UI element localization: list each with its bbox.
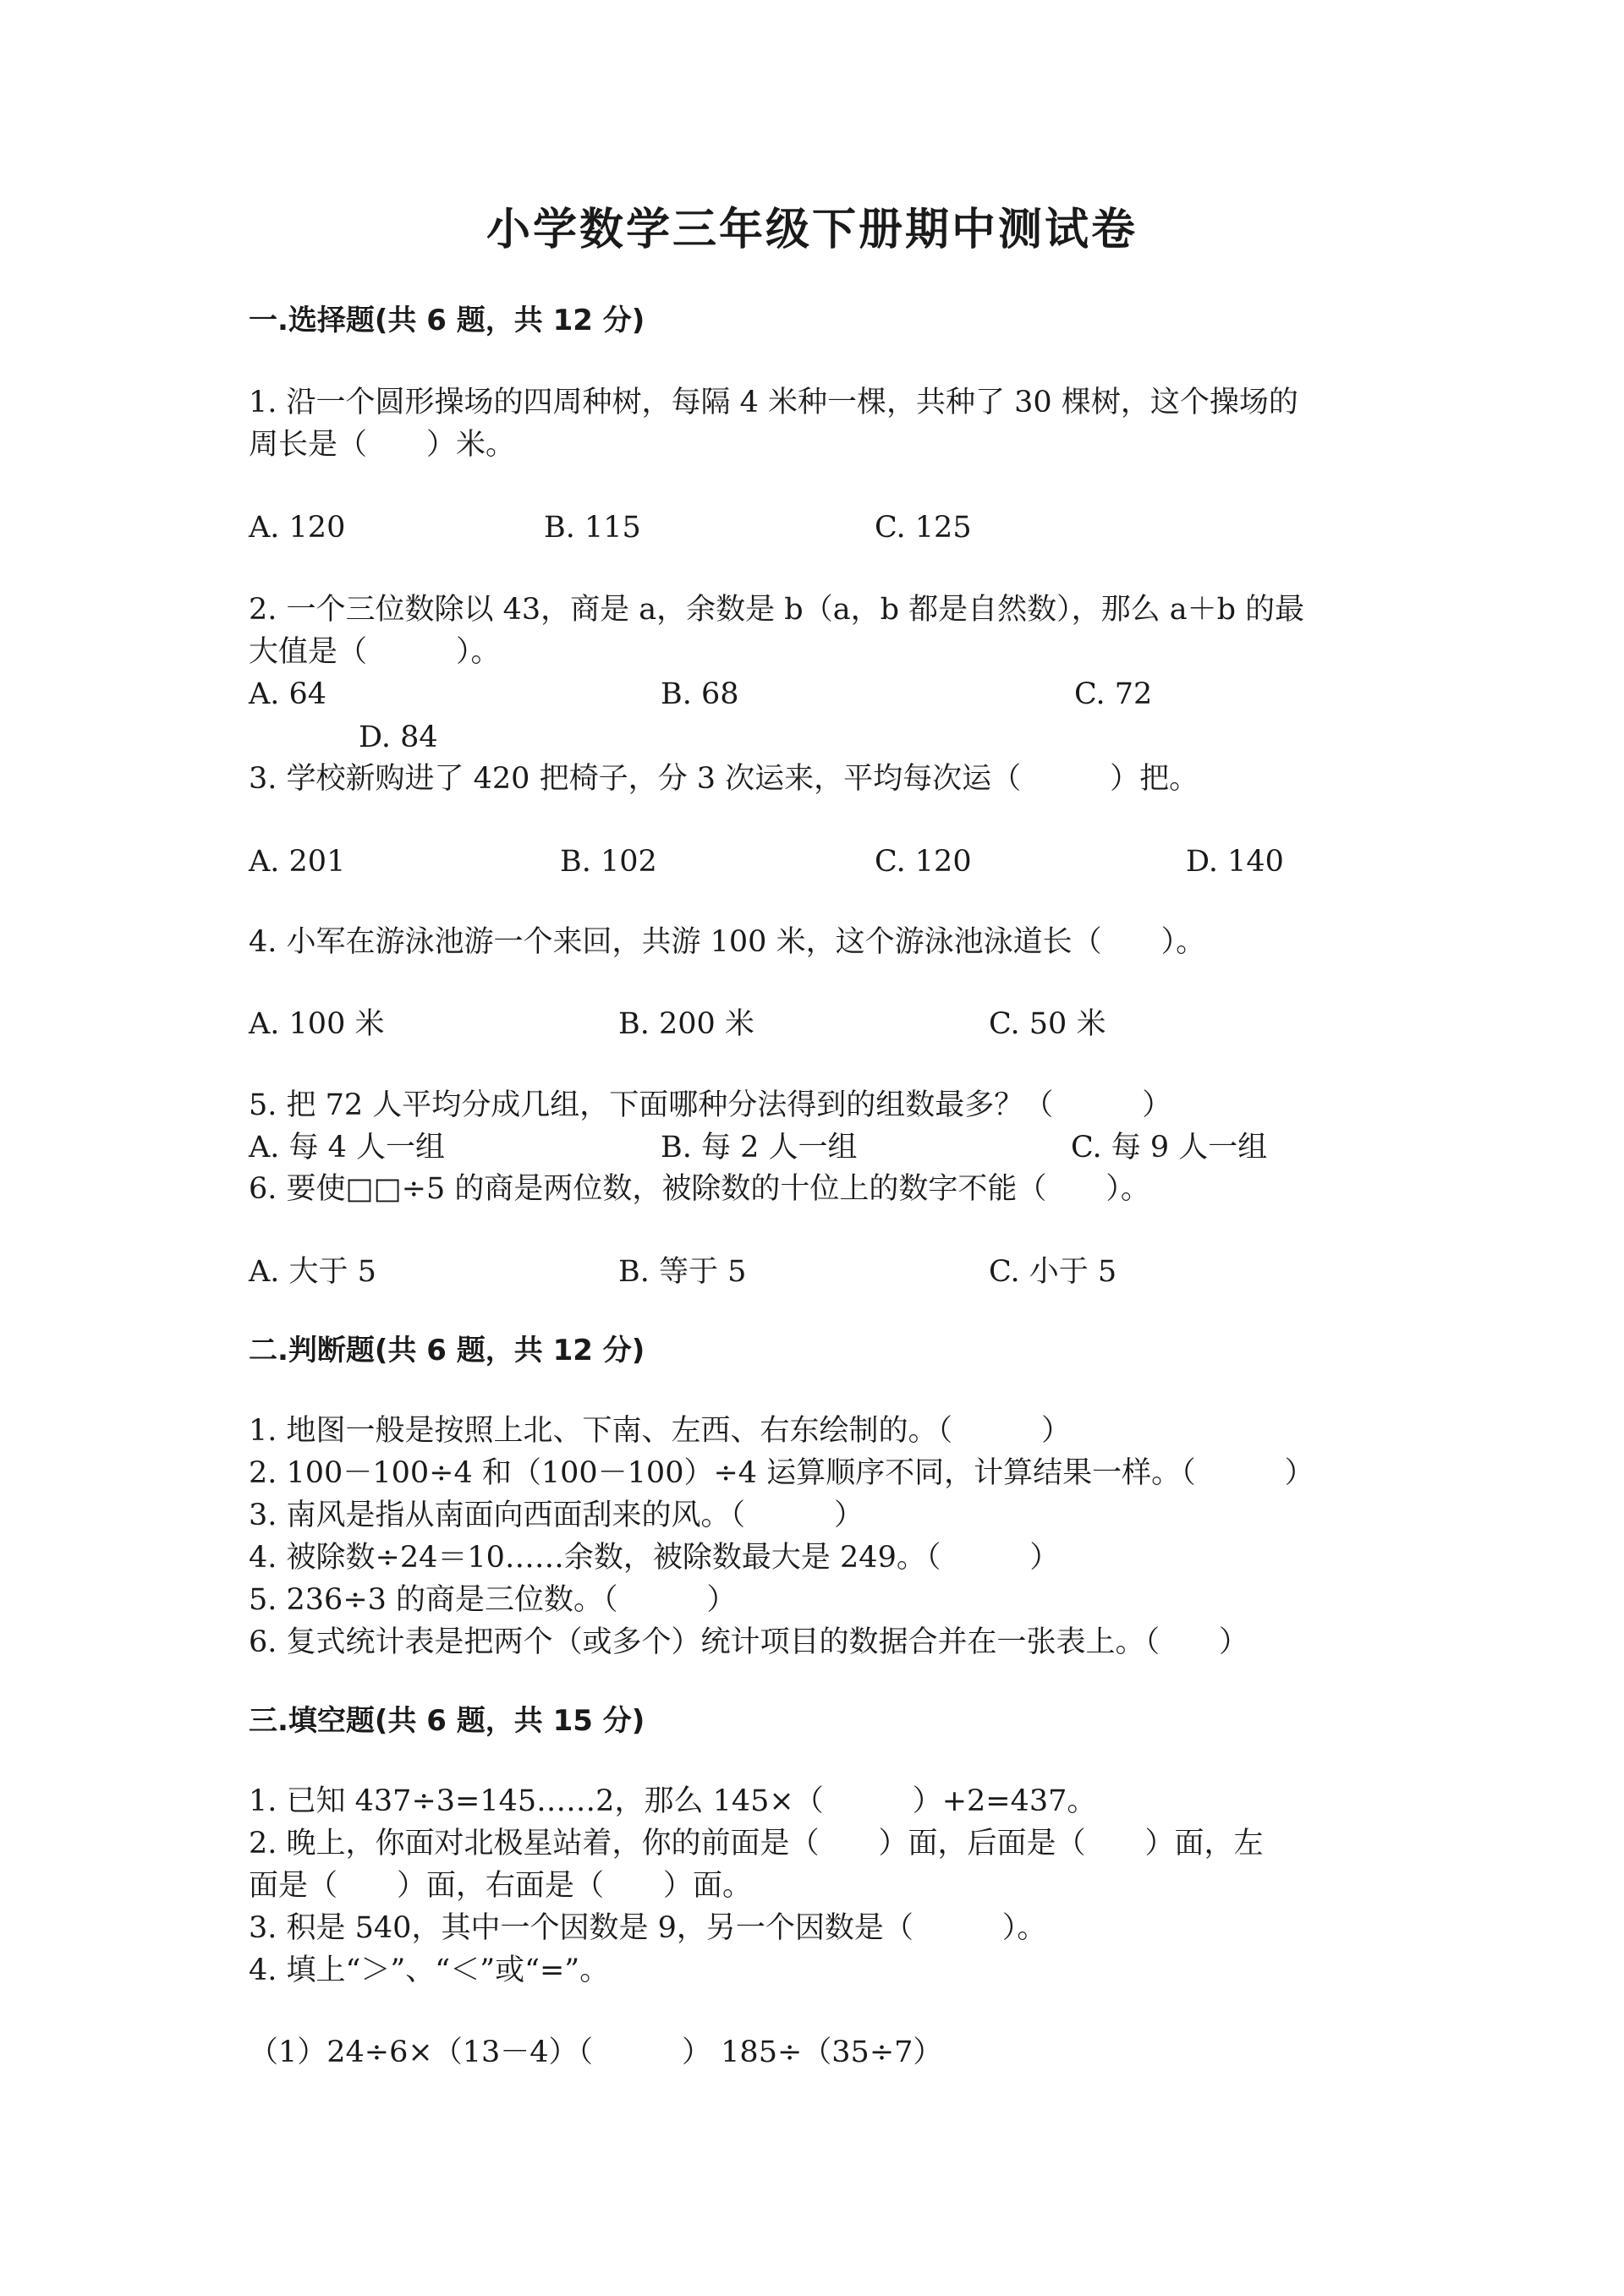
question-4-option-c: C. 50 米 <box>989 1007 1106 1041</box>
fill-item-4-sub-1: （1）24÷6×（13－4）（ ） 185÷（35÷7） <box>249 2036 943 2069</box>
judgement-item-2: 2. 100－100÷4 和（100－100）÷4 运算顺序不同，计算结果一样。（ ） <box>249 1456 1314 1490</box>
question-6-option-b: B. 等于 5 <box>618 1255 747 1289</box>
judgement-item-3: 3. 南风是指从南面向西面刮来的风。（ ） <box>249 1499 864 1532</box>
fill-item-2-line-2: 面是（ ）面，右面是（ ）面。 <box>249 1869 753 1903</box>
question-6-option-c: C. 小于 5 <box>989 1255 1117 1289</box>
fill-item-1: 1. 已知 437÷3=145……2，那么 145×（ ）+2=437。 <box>249 1784 1097 1818</box>
question-1-option-a: A. 120 <box>249 511 346 545</box>
question-5-option-c: C. 每 9 人一组 <box>1071 1131 1268 1164</box>
question-5-option-a: A. 每 4 人一组 <box>249 1131 446 1164</box>
question-3-option-a: A. 201 <box>249 845 346 879</box>
question-3-line-1: 3. 学校新购进了 420 把椅子，分 3 次运来，平均每次运（ ）把。 <box>249 762 1199 796</box>
question-2-option-a: A. 64 <box>249 677 327 711</box>
question-1-line-1: 1. 沿一个圆形操场的四周种树，每隔 4 米种一棵，共种了 30 棵树，这个操场的 <box>249 386 1298 419</box>
question-4-line-1: 4. 小军在游泳池游一个来回，共游 100 米，这个游泳池泳道长（ ）。 <box>249 925 1206 959</box>
judgement-item-1: 1. 地图一般是按照上北、下南、左西、右东绘制的。（ ） <box>249 1414 1072 1448</box>
question-2-option-c: C. 72 <box>1074 677 1153 711</box>
page-title: 小学数学三年级下册期中测试卷 <box>486 205 1138 255</box>
question-4-option-b: B. 200 米 <box>618 1007 754 1041</box>
fill-item-2-line-1: 2. 晚上，你面对北极星站着，你的前面是（ ）面，后面是（ ）面，左 <box>249 1827 1264 1860</box>
section-heading-fill-blank: 三.填空题(共 6 题，共 15 分) <box>249 1704 645 1738</box>
question-1-line-2: 周长是（ ）米。 <box>249 428 516 462</box>
judgement-item-5: 5. 236÷3 的商是三位数。（ ） <box>249 1583 737 1617</box>
question-2-line-1: 2. 一个三位数除以 43，商是 a，余数是 b（a，b 都是自然数），那么 a＋b 的最 <box>249 593 1305 627</box>
question-6-option-a: A. 大于 5 <box>249 1255 376 1289</box>
question-1-option-c: C. 125 <box>875 511 972 545</box>
section-heading-judgement: 二.判断题(共 6 题，共 12 分) <box>249 1334 645 1367</box>
question-3-option-d: D. 140 <box>1186 845 1284 879</box>
question-2-line-2: 大值是（ ）。 <box>249 635 501 669</box>
judgement-item-4: 4. 被除数÷24＝10……余数，被除数最大是 249。（ ） <box>249 1541 1060 1575</box>
judgement-item-6: 6. 复式统计表是把两个（或多个）统计项目的数据合并在一张表上。（ ） <box>249 1625 1249 1659</box>
fill-item-3: 3. 积是 540，其中一个因数是 9，另一个因数是（ ）。 <box>249 1911 1047 1945</box>
question-3-option-b: B. 102 <box>560 845 657 879</box>
section-heading-choice: 一.选择题(共 6 题，共 12 分) <box>249 304 645 337</box>
question-2-option-d: D. 84 <box>359 721 438 754</box>
question-3-option-c: C. 120 <box>875 845 972 879</box>
question-6-line-1: 6. 要使□□÷5 的商是两位数，被除数的十位上的数字不能（ ）。 <box>249 1172 1150 1206</box>
question-4-option-a: A. 100 米 <box>249 1007 385 1041</box>
question-5-option-b: B. 每 2 人一组 <box>661 1131 858 1164</box>
fill-item-4: 4. 填上“＞”、“＜”或“=”。 <box>249 1954 610 1987</box>
question-2-option-b: B. 68 <box>661 677 739 711</box>
question-1-option-b: B. 115 <box>544 511 641 545</box>
question-5-line-1: 5. 把 72 人平均分成几组，下面哪种分法得到的组数最多？（ ） <box>249 1088 1172 1122</box>
